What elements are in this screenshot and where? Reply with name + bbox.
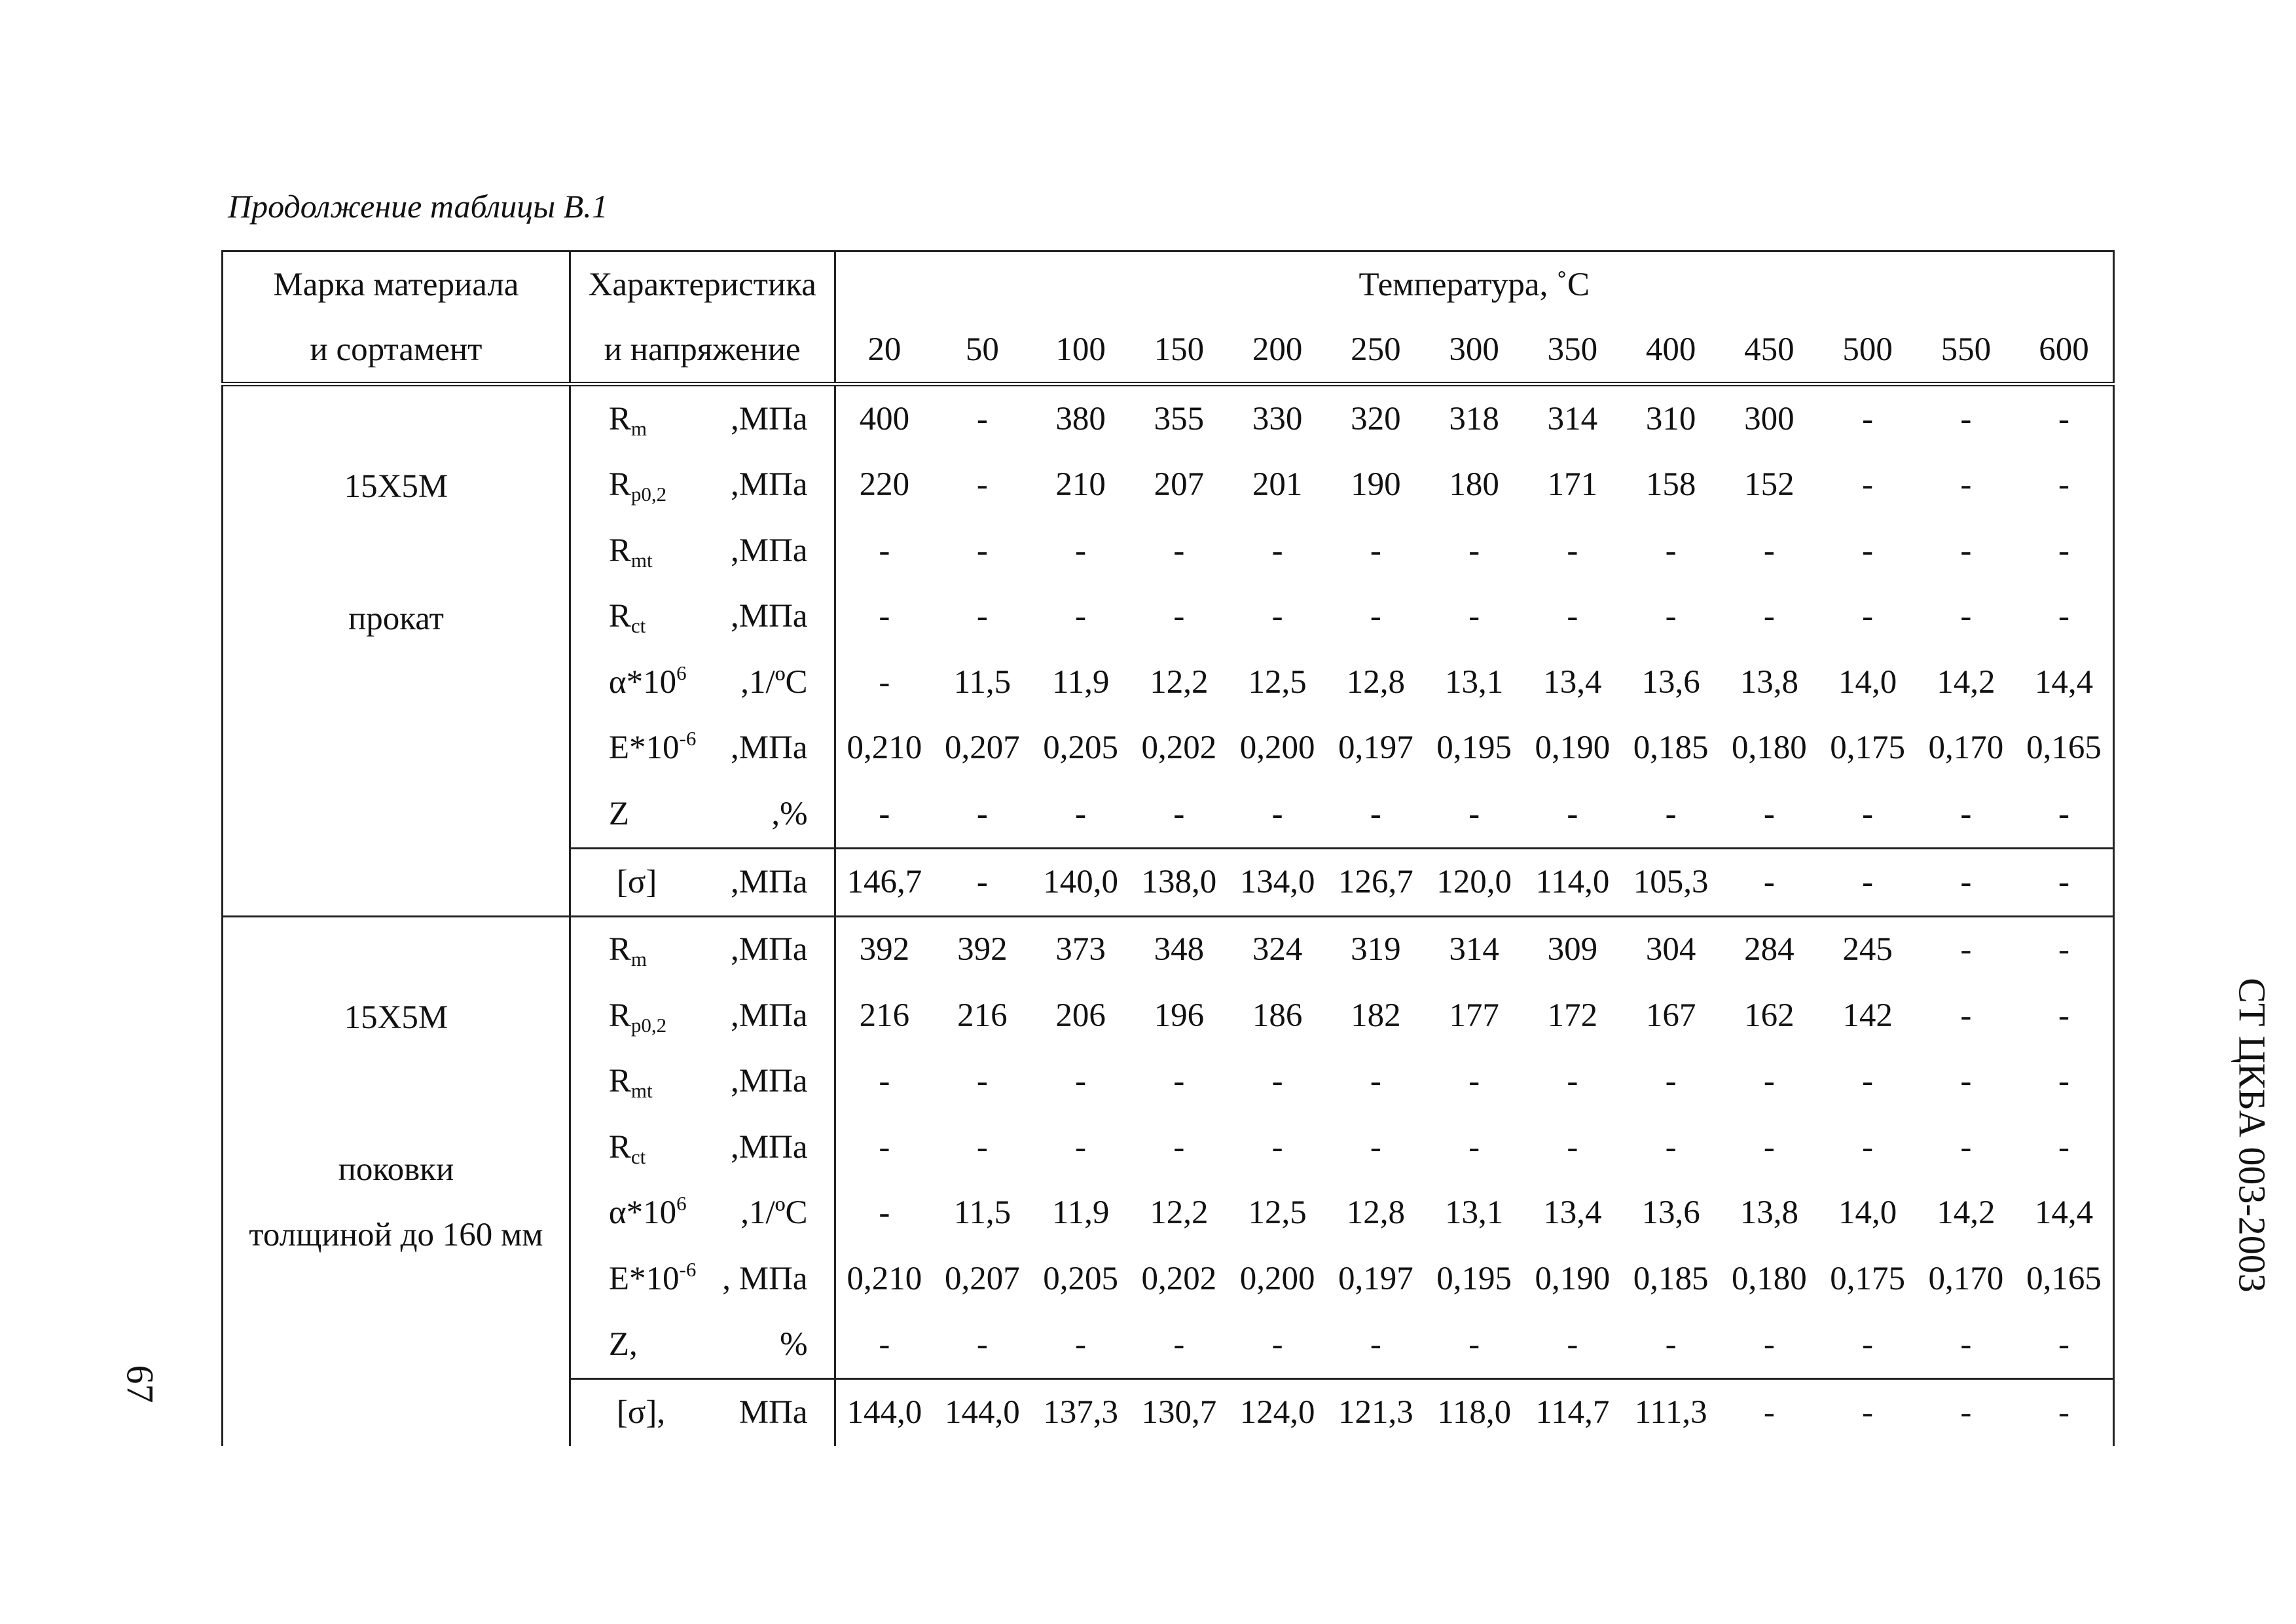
value-cell: - <box>1075 795 1087 832</box>
value-cell: - <box>1665 1326 1677 1363</box>
value-cell: - <box>1763 1063 1775 1100</box>
value-cell: 12,8 <box>1346 663 1406 701</box>
value-cell: 146,7 <box>835 848 933 916</box>
value-cell: - <box>1862 1326 1874 1363</box>
value-cell: 314 <box>1523 384 1622 452</box>
value-cell: - <box>1468 1063 1480 1100</box>
header-property-line1: Характеристика <box>570 251 835 318</box>
value-cell: 210 <box>1055 466 1106 504</box>
header-material-line2: и сортамент <box>223 318 570 384</box>
value-cell: - <box>1173 795 1185 832</box>
header-material-line1: Марка материала <box>223 251 570 318</box>
value-cell: 0,202 <box>1141 729 1217 767</box>
value-cell: - <box>1271 1326 1283 1363</box>
value-cell: 0,190 <box>1535 1260 1611 1297</box>
value-cell: - <box>1665 598 1677 635</box>
value-cell: - <box>879 532 890 569</box>
header-temperature-10: 500 <box>1819 318 1917 384</box>
value-cell: 0,207 <box>945 729 1020 767</box>
value-cell: 0,195 <box>1436 729 1512 767</box>
value-cell: 13,4 <box>1543 663 1602 701</box>
value-cell: 14,0 <box>1838 1194 1897 1232</box>
value-cell: 310 <box>1622 384 1720 452</box>
value-cell: 111,3 <box>1622 1379 1720 1447</box>
table-row <box>223 384 2114 452</box>
value-cell: 162 <box>1744 997 1795 1034</box>
value-cell: - <box>976 598 988 635</box>
value-cell: 0,210 <box>847 729 922 767</box>
value-cell: - <box>1960 1326 1972 1363</box>
value-cell: 392 <box>835 916 933 983</box>
value-cell: 167 <box>1645 997 1696 1034</box>
header-temperature-6: 300 <box>1425 318 1523 384</box>
value-cell: 13,1 <box>1445 663 1504 701</box>
value-cell: 13,4 <box>1543 1194 1602 1232</box>
value-cell: 0,197 <box>1338 729 1413 767</box>
value-cell: 138,0 <box>1130 848 1228 916</box>
header-temperature-8: 400 <box>1622 318 1720 384</box>
value-cell: - <box>879 795 890 832</box>
value-cell: 13,6 <box>1641 663 1700 701</box>
value-cell: - <box>879 663 890 701</box>
value-cell: 177 <box>1449 997 1499 1034</box>
header-temperature-0: 20 <box>835 318 933 384</box>
value-cell: - <box>976 532 988 569</box>
value-cell: - <box>1665 795 1677 832</box>
value-cell: - <box>1960 466 1972 504</box>
value-cell: - <box>2015 781 2113 848</box>
value-cell: 0,200 <box>1239 1260 1315 1297</box>
property-label: $\alpha*10^6$ ,1/ºС <box>570 650 835 716</box>
value-cell: 319 <box>1326 916 1425 983</box>
value-cell: 0,210 <box>847 1260 922 1297</box>
value-cell: 13,1 <box>1445 1194 1504 1232</box>
table-caption: Продолжение таблицы В.1 <box>228 188 608 225</box>
value-cell: - <box>1075 532 1087 569</box>
value-cell: - <box>1271 532 1283 569</box>
value-cell: 380 <box>1032 384 1130 452</box>
value-cell: 124,0 <box>1228 1379 1326 1447</box>
value-cell: 348 <box>1130 916 1228 983</box>
value-cell: 172 <box>1547 997 1598 1034</box>
value-cell: - <box>1862 1063 1874 1100</box>
value-cell: 126,7 <box>1326 848 1425 916</box>
value-cell: 0,205 <box>1043 1260 1119 1297</box>
value-cell: - <box>1173 1326 1185 1363</box>
value-cell: - <box>2015 1312 2113 1379</box>
value-cell: 0,205 <box>1043 729 1119 767</box>
value-cell: - <box>1370 1128 1381 1166</box>
value-cell: 14,2 <box>1937 1194 1995 1232</box>
value-cell: - <box>2015 1115 2113 1181</box>
property-label: Z, % <box>570 1312 835 1379</box>
property-label: $R_m$ ,МПа <box>570 916 835 983</box>
value-cell: - <box>1763 1326 1775 1363</box>
value-cell: - <box>976 1326 988 1363</box>
value-cell: - <box>1862 466 1874 504</box>
value-cell: - <box>1271 1063 1283 1100</box>
value-cell: 0,165 <box>2015 1246 2113 1312</box>
value-cell: - <box>1468 1326 1480 1363</box>
value-cell: 355 <box>1130 384 1228 452</box>
value-cell: - <box>1468 532 1480 569</box>
header-temperature-7: 350 <box>1523 318 1622 384</box>
value-cell: - <box>1567 1063 1578 1100</box>
value-cell: - <box>1819 848 1917 916</box>
value-cell: 12,8 <box>1346 1194 1406 1232</box>
value-cell: - <box>1763 795 1775 832</box>
value-cell: - <box>879 1063 890 1100</box>
value-cell: - <box>1862 1128 1874 1166</box>
property-label: $R_{p0,2}$ ,МПа <box>570 452 835 519</box>
value-cell: - <box>879 1326 890 1363</box>
header-temperature-11: 550 <box>1917 318 2015 384</box>
header-temperature-3: 150 <box>1130 318 1228 384</box>
value-cell: - <box>1567 532 1578 569</box>
value-cell: - <box>1720 1379 1818 1447</box>
property-label: $R_{ct}$ ,МПа <box>570 1115 835 1181</box>
value-cell: 120,0 <box>1425 848 1523 916</box>
value-cell: 13,6 <box>1641 1194 1700 1232</box>
value-cell: 0,180 <box>1732 1260 1807 1297</box>
value-cell: - <box>879 1194 890 1232</box>
property-label: [σ] ,МПа <box>570 848 835 916</box>
value-cell: 284 <box>1720 916 1818 983</box>
value-cell: 121,3 <box>1326 1379 1425 1447</box>
value-cell: 392 <box>933 916 1031 983</box>
value-cell: 114,0 <box>1523 848 1622 916</box>
value-cell: 0,195 <box>1436 1260 1512 1297</box>
value-cell: 324 <box>1228 916 1326 983</box>
value-cell: - <box>976 466 988 504</box>
value-cell: - <box>2015 452 2113 519</box>
value-cell: - <box>1960 598 1972 635</box>
value-cell: - <box>1370 1063 1381 1100</box>
property-label: $R_{p0,2}$ ,МПа <box>570 983 835 1049</box>
value-cell: 0,202 <box>1141 1260 1217 1297</box>
header-property-line2: и напряжение <box>570 318 835 384</box>
value-cell: - <box>879 598 890 635</box>
value-cell: 158 <box>1645 466 1696 504</box>
value-cell: - <box>1862 795 1874 832</box>
value-cell: 182 <box>1351 997 1401 1034</box>
value-cell: - <box>1862 598 1874 635</box>
value-cell: 318 <box>1425 384 1523 452</box>
value-cell: - <box>976 795 988 832</box>
properties-table <box>221 250 2115 1446</box>
value-cell: - <box>1567 795 1578 832</box>
value-cell: - <box>1271 598 1283 635</box>
value-cell: - <box>2015 916 2113 983</box>
value-cell: - <box>933 848 1031 916</box>
value-cell: 309 <box>1523 916 1622 983</box>
value-cell: - <box>1960 1063 1972 1100</box>
value-cell: 171 <box>1547 466 1598 504</box>
value-cell: - <box>1370 532 1381 569</box>
value-cell: - <box>1917 848 2015 916</box>
value-cell: 0,175 <box>1830 1260 1906 1297</box>
value-cell: 12,5 <box>1248 663 1307 701</box>
value-cell: - <box>976 1063 988 1100</box>
material-cell <box>223 916 570 1446</box>
value-cell: - <box>1370 1326 1381 1363</box>
value-cell: 134,0 <box>1228 848 1326 916</box>
value-cell: 245 <box>1819 916 1917 983</box>
value-cell: - <box>1567 1326 1578 1363</box>
standard-code: СТ ЦКБА 003-2003 <box>2231 978 2274 1293</box>
page-number: 67 <box>118 1365 162 1403</box>
material-form-detail: толщиной до 160 мм <box>249 1216 543 1253</box>
value-cell: 137,3 <box>1032 1379 1130 1447</box>
value-cell: - <box>1271 795 1283 832</box>
value-cell: 140,0 <box>1032 848 1130 916</box>
value-cell: 130,7 <box>1130 1379 1228 1447</box>
value-cell: 14,4 <box>2015 650 2113 716</box>
value-cell: 300 <box>1720 384 1818 452</box>
value-cell: 0,207 <box>945 1260 1020 1297</box>
value-cell: 14,0 <box>1838 663 1897 701</box>
value-cell: - <box>1271 1128 1283 1166</box>
value-cell: - <box>1173 532 1185 569</box>
value-cell: - <box>1763 1128 1775 1166</box>
value-cell: 12,5 <box>1248 1194 1307 1232</box>
value-cell: 144,0 <box>835 1379 933 1447</box>
value-cell: - <box>1075 598 1087 635</box>
value-cell: - <box>1960 532 1972 569</box>
header-temperature-2: 100 <box>1032 318 1130 384</box>
value-cell: - <box>1567 1128 1578 1166</box>
value-cell: 320 <box>1326 384 1425 452</box>
value-cell: 304 <box>1622 916 1720 983</box>
value-cell: 207 <box>1154 466 1205 504</box>
value-cell: - <box>1173 1063 1185 1100</box>
material-grade: 15Х5М <box>344 468 448 505</box>
value-cell: - <box>2015 983 2113 1049</box>
value-cell: 0,180 <box>1732 729 1807 767</box>
value-cell: 14,4 <box>2015 1181 2113 1247</box>
value-cell: - <box>2015 1049 2113 1115</box>
value-cell: 0,175 <box>1830 729 1906 767</box>
value-cell: - <box>1862 532 1874 569</box>
header-temperature-5: 250 <box>1326 318 1425 384</box>
property-label: $E*10^{-6}$ ,МПа <box>570 716 835 782</box>
property-label: $E*10^{-6}$ , МПа <box>570 1246 835 1312</box>
value-cell: 0,185 <box>1633 729 1709 767</box>
value-cell: - <box>1468 1128 1480 1166</box>
material-cell <box>223 384 570 917</box>
value-cell: - <box>1075 1326 1087 1363</box>
value-cell: 190 <box>1351 466 1401 504</box>
value-cell: 118,0 <box>1425 1379 1523 1447</box>
value-cell: - <box>933 384 1031 452</box>
value-cell: 216 <box>957 997 1008 1034</box>
table-row <box>223 916 2114 983</box>
value-cell: 14,2 <box>1937 663 1995 701</box>
value-cell: 11,5 <box>953 1194 1011 1232</box>
header-temperature-9: 450 <box>1720 318 1818 384</box>
value-cell: - <box>1468 598 1480 635</box>
value-cell: - <box>1075 1128 1087 1166</box>
value-cell: 105,3 <box>1622 848 1720 916</box>
value-cell: 0,190 <box>1535 729 1611 767</box>
value-cell: 373 <box>1032 916 1130 983</box>
property-label: $\alpha*10^6$ ,1/ºС <box>570 1181 835 1247</box>
value-cell: 144,0 <box>933 1379 1031 1447</box>
value-cell: 13,8 <box>1740 1194 1799 1232</box>
value-cell: - <box>2015 384 2113 452</box>
value-cell: - <box>1960 1128 1972 1166</box>
value-cell: - <box>1468 795 1480 832</box>
value-cell: 180 <box>1449 466 1499 504</box>
value-cell: 0,170 <box>1928 729 2004 767</box>
value-cell: - <box>2015 848 2113 916</box>
value-cell: - <box>1819 384 1917 452</box>
value-cell: - <box>1370 795 1381 832</box>
value-cell: - <box>879 1128 890 1166</box>
value-cell: 314 <box>1425 916 1523 983</box>
value-cell: - <box>1763 598 1775 635</box>
property-label: $R_{mt}$ ,МПа <box>570 518 835 584</box>
header-temperature-4: 200 <box>1228 318 1326 384</box>
value-cell: 152 <box>1744 466 1795 504</box>
value-cell: 11,5 <box>953 663 1011 701</box>
value-cell: - <box>1665 1128 1677 1166</box>
value-cell: 11,9 <box>1051 1194 1110 1232</box>
value-cell: 114,7 <box>1523 1379 1622 1447</box>
value-cell: 206 <box>1055 997 1106 1034</box>
value-cell: - <box>1917 1379 2015 1447</box>
property-label: Z ,% <box>570 781 835 848</box>
value-cell: 186 <box>1252 997 1303 1034</box>
value-cell: - <box>1173 1128 1185 1166</box>
value-cell: 142 <box>1842 997 1893 1034</box>
value-cell: - <box>1665 1063 1677 1100</box>
value-cell: 400 <box>835 384 933 452</box>
value-cell: 196 <box>1154 997 1205 1034</box>
value-cell: - <box>1960 795 1972 832</box>
value-cell: 220 <box>859 466 910 504</box>
value-cell: - <box>2015 584 2113 650</box>
value-cell: - <box>1960 997 1972 1034</box>
value-cell: 11,9 <box>1051 663 1110 701</box>
value-cell: 330 <box>1228 384 1326 452</box>
value-cell: - <box>1075 1063 1087 1100</box>
value-cell: - <box>1819 1379 1917 1447</box>
header-temperature-12: 600 <box>2015 318 2113 384</box>
property-label: $R_{ct}$ ,МПа <box>570 584 835 650</box>
value-cell: - <box>976 1128 988 1166</box>
value-cell: 12,2 <box>1150 1194 1209 1232</box>
value-cell: 201 <box>1252 466 1303 504</box>
value-cell: - <box>2015 518 2113 584</box>
property-label: $R_{mt}$ ,МПа <box>570 1049 835 1115</box>
material-form: поковки <box>338 1151 454 1188</box>
value-cell: - <box>1665 532 1677 569</box>
value-cell: - <box>2015 1379 2113 1447</box>
value-cell: - <box>1917 916 2015 983</box>
value-cell: - <box>1917 384 2015 452</box>
material-form: прокат <box>348 600 444 637</box>
value-cell: 13,8 <box>1740 663 1799 701</box>
value-cell: 12,2 <box>1150 663 1209 701</box>
value-cell: 0,197 <box>1338 1260 1413 1297</box>
material-grade: 15Х5М <box>344 999 448 1036</box>
value-cell: - <box>1370 598 1381 635</box>
value-cell: 0,165 <box>2015 716 2113 782</box>
value-cell: 0,185 <box>1633 1260 1709 1297</box>
value-cell: 0,200 <box>1239 729 1315 767</box>
header-temperature-label: Температура, ˚С <box>835 251 2113 318</box>
property-label: $R_m$ ,МПа <box>570 384 835 452</box>
value-cell: 0,170 <box>1928 1260 2004 1297</box>
header-temperature-1: 50 <box>933 318 1031 384</box>
property-label: [σ], МПа <box>570 1379 835 1447</box>
value-cell: - <box>1720 848 1818 916</box>
value-cell: - <box>1173 598 1185 635</box>
value-cell: - <box>1567 598 1578 635</box>
value-cell: 216 <box>859 997 910 1034</box>
value-cell: - <box>1763 532 1775 569</box>
